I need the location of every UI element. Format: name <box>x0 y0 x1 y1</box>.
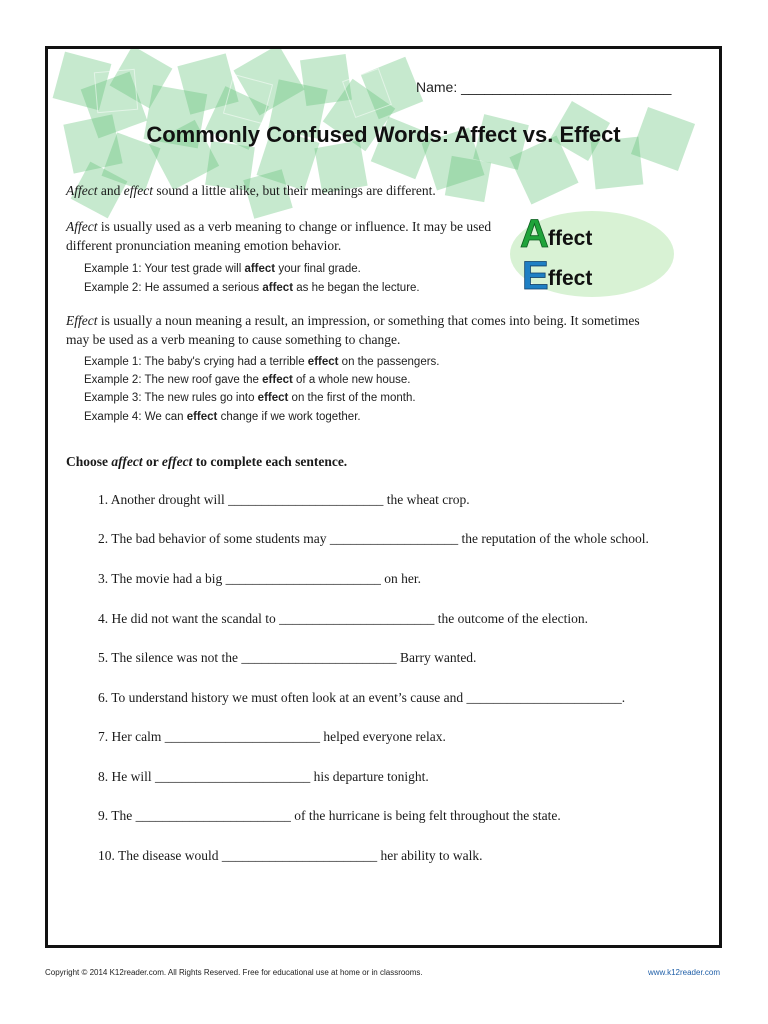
intro-word-affect: Affect <box>66 183 98 198</box>
question-2: 2. The bad behavior of some students may ___________________ the reputation of the whole school. <box>98 531 649 546</box>
effect-example-3: Example 3: The new rules go into effect on the first of the month. <box>84 392 416 404</box>
effect-example-2: Example 2: The new roof gave the effect of a whole new house. <box>84 374 411 386</box>
affect-definition <box>66 217 506 255</box>
affect-effect-logo <box>510 209 675 297</box>
affect-word: Affect <box>66 219 98 234</box>
effect-line-2: may be used as a verb meaning to cause something to change. <box>66 332 401 347</box>
question-5: 5. The silence was not the _______________________ Barry wanted. <box>98 650 477 665</box>
intro-paragraph <box>66 181 696 200</box>
question-4: 4. He did not want the scandal to _______________________ the outcome of the election. <box>98 611 589 626</box>
site-link[interactable]: www.k12reader.com <box>647 968 720 977</box>
question-3: 3. The movie had a big _______________________ on her. <box>98 571 421 586</box>
worksheet-frame <box>45 46 722 948</box>
copyright-notice: Copyright © 2014 K12reader.com. All Rights Reserved. Free for educational use at home or in classrooms. <box>45 968 423 977</box>
intro-word-effect: effect <box>123 183 153 198</box>
logo-effect-rest: ffect <box>548 267 593 290</box>
name-field-label: Name: ___________________________ <box>416 79 672 95</box>
affect-line-1: is usually used as a verb meaning to change or influence. It may be used <box>97 219 492 234</box>
effect-example-1: Example 1: The baby's crying had a terrible effect on the passengers. <box>84 356 440 368</box>
intro-text-2: sound a little alike, but their meanings are different. <box>152 183 436 198</box>
question-10: 10. The disease would _______________________ her ability to walk. <box>98 848 483 863</box>
question-8: 8. He will _______________________ his departure tonight. <box>98 769 429 784</box>
effect-word: Effect <box>66 313 98 328</box>
effect-example-4: Example 4: We can effect change if we work together. <box>84 411 361 423</box>
question-9: 9. The _______________________ of the hurricane is being felt throughout the state. <box>98 808 561 823</box>
effect-definition <box>66 311 696 349</box>
affect-example-1: Example 1: Your test grade will affect your final grade. <box>84 263 361 275</box>
question-1: 1. Another drought will _______________________ the wheat crop. <box>98 492 470 507</box>
page-title: Commonly Confused Words: Affect vs. Effect <box>146 122 621 147</box>
logo-effect-initial: E <box>522 254 549 297</box>
question-7: 7. Her calm _______________________ helped everyone relax. <box>98 729 446 744</box>
affect-example-2: Example 2: He assumed a serious affect as he began the lecture. <box>84 282 420 294</box>
logo-affect-rest: ffect <box>548 227 593 250</box>
effect-line-1: is usually a noun meaning a result, an impression, or something that comes into being. It sometimes <box>97 313 640 328</box>
logo-affect-initial: A <box>520 212 549 256</box>
affect-line-2: different pronunciation meaning emotion behavior. <box>66 238 342 253</box>
question-6: 6. To understand history we must often look at an event’s cause and _______________________. <box>98 690 626 705</box>
intro-text-1: and <box>97 183 124 198</box>
instructions: Choose affect or effect to complete each sentence. <box>66 454 348 469</box>
